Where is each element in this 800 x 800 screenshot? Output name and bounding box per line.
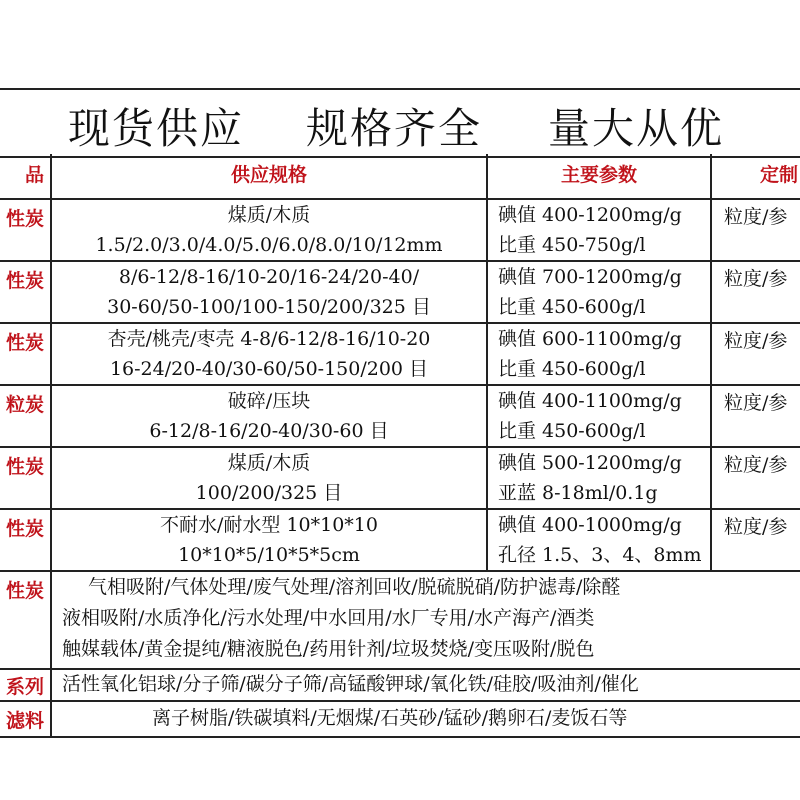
- param-line-1: 碘值 600-1100mg/g: [498, 328, 682, 350]
- header-param: 主要参数: [560, 164, 637, 186]
- row-custom-cell: [712, 446, 800, 508]
- spec-line-2: 6-12/8-16/20-40/30-60 目: [149, 420, 389, 442]
- spec-line-1: 煤质/木质: [227, 204, 311, 226]
- row-name-cell: [0, 508, 52, 570]
- custom-text: 粒度/参: [724, 268, 788, 290]
- row-name: 性炭: [5, 208, 44, 230]
- spec-line-1: 不耐水/耐水型 10*10*10: [160, 514, 378, 536]
- row-custom-cell: [712, 384, 800, 446]
- title-full-specs: 规格齐全: [306, 104, 483, 153]
- spec-line-1: 杏壳/桃壳/枣壳 4-8/6-12/8-16/10-20: [107, 328, 431, 350]
- spec-line-2: 30-60/50-100/100-150/200/325 目: [107, 296, 431, 318]
- header-custom-cell: [712, 154, 800, 198]
- row-name-cell: [0, 570, 52, 668]
- table-row: [0, 446, 800, 510]
- top-blank-area: [0, 0, 800, 88]
- row-name-cell: [0, 700, 52, 736]
- filter-text: 离子树脂/铁碳填料/无烟煤/石英砂/锰砂/鹅卵石/麦饭石等: [152, 707, 628, 729]
- custom-text: 粒度/参: [724, 516, 788, 538]
- row-param-cell: [488, 446, 712, 508]
- custom-text: 粒度/参: [724, 454, 788, 476]
- series-cell: [52, 668, 800, 700]
- row-name: 性炭: [5, 580, 44, 602]
- row-name-cell: [0, 446, 52, 508]
- header-param-cell: [488, 154, 712, 198]
- row-spec-cell: [52, 384, 488, 446]
- row-spec-cell: [52, 198, 488, 260]
- row-name: 滤料: [5, 710, 44, 732]
- param-line-2: 比重 450-600g/l: [498, 296, 646, 318]
- row-name-cell: [0, 322, 52, 384]
- row-custom-cell: [712, 198, 800, 260]
- spec-line-1: 8/6-12/8-16/10-20/16-24/20-40/: [118, 266, 420, 288]
- row-name-cell: [0, 384, 52, 446]
- row-param-cell: [488, 508, 712, 570]
- header-name-cell: [0, 154, 52, 198]
- param-line-1: 碘值 400-1200mg/g: [498, 204, 682, 226]
- banner-title: [0, 88, 800, 158]
- table-row: [0, 198, 800, 262]
- param-line-2: 比重 450-600g/l: [498, 420, 646, 442]
- header-name: 品: [24, 164, 44, 186]
- spec-line-2: 1.5/2.0/3.0/4.0/5.0/6.0/8.0/10/12mm: [95, 234, 443, 256]
- row-name-cell: [0, 668, 52, 700]
- row-param-cell: [488, 322, 712, 384]
- series-text: 活性氧化铝球/分子筛/碳分子筛/高锰酸钾球/氧化铁/硅胶/吸油剂/催化: [62, 673, 639, 695]
- spec-line-2: 10*10*5/10*5*5cm: [178, 544, 360, 566]
- param-line-1: 碘值 400-1000mg/g: [498, 514, 682, 536]
- applications-row: [0, 570, 800, 670]
- row-name-cell: [0, 198, 52, 260]
- row-name: 性炭: [5, 518, 44, 540]
- param-line-2: 孔径 1.5、3、4、8mm: [498, 544, 702, 566]
- filter-cell: [52, 700, 800, 736]
- custom-text: 粒度/参: [724, 330, 788, 352]
- filter-row: [0, 700, 800, 738]
- table-header-row: [0, 154, 800, 200]
- row-name: 粒炭: [5, 394, 44, 416]
- row-param-cell: [488, 384, 712, 446]
- row-spec-cell: [52, 446, 488, 508]
- table-row: [0, 322, 800, 386]
- row-name: 性炭: [5, 270, 44, 292]
- row-custom-cell: [712, 322, 800, 384]
- row-name: 性炭: [5, 456, 44, 478]
- application-line-1: 气相吸附/气体处理/废气处理/溶剂回收/脱硫脱硝/防护滤毒/除醛: [88, 576, 621, 598]
- row-spec-cell: [52, 260, 488, 322]
- custom-text: 粒度/参: [724, 206, 788, 228]
- header-spec: 供应规格: [230, 164, 307, 186]
- applications-cell: [52, 570, 800, 668]
- spec-line-1: 煤质/木质: [227, 452, 311, 474]
- row-custom-cell: [712, 260, 800, 322]
- series-row: [0, 668, 800, 702]
- row-custom-cell: [712, 508, 800, 570]
- title-bulk-discount: 量大从优: [548, 104, 725, 153]
- header-spec-cell: [52, 154, 488, 198]
- param-line-2: 比重 450-600g/l: [498, 358, 646, 380]
- row-spec-cell: [52, 322, 488, 384]
- param-line-2: 亚蓝 8-18ml/0.1g: [498, 482, 658, 504]
- row-name-cell: [0, 260, 52, 322]
- application-line-2: 液相吸附/水质净化/污水处理/中水回用/水厂专用/水产海产/酒类: [62, 607, 595, 629]
- param-line-1: 碘值 700-1200mg/g: [498, 266, 682, 288]
- row-name: 系列: [5, 676, 44, 698]
- param-line-1: 碘值 400-1100mg/g: [498, 390, 682, 412]
- header-custom: 定制: [760, 164, 799, 186]
- table-row: [0, 508, 800, 572]
- spec-line-2: 16-24/20-40/30-60/50-150/200 目: [109, 358, 429, 380]
- application-line-3: 触媒载体/黄金提纯/糖液脱色/药用针剂/垃圾焚烧/变压吸附/脱色: [62, 638, 595, 660]
- param-line-2: 比重 450-750g/l: [498, 234, 646, 256]
- custom-text: 粒度/参: [724, 392, 788, 414]
- table-row: [0, 260, 800, 324]
- spec-line-1: 破碎/压块: [227, 390, 311, 412]
- table-row: [0, 384, 800, 448]
- param-line-1: 碘值 500-1200mg/g: [498, 452, 682, 474]
- row-spec-cell: [52, 508, 488, 570]
- title-in-stock: 现货供应: [68, 104, 245, 153]
- spec-line-2: 100/200/325 目: [195, 482, 343, 504]
- row-name: 性炭: [5, 332, 44, 354]
- row-param-cell: [488, 198, 712, 260]
- row-param-cell: [488, 260, 712, 322]
